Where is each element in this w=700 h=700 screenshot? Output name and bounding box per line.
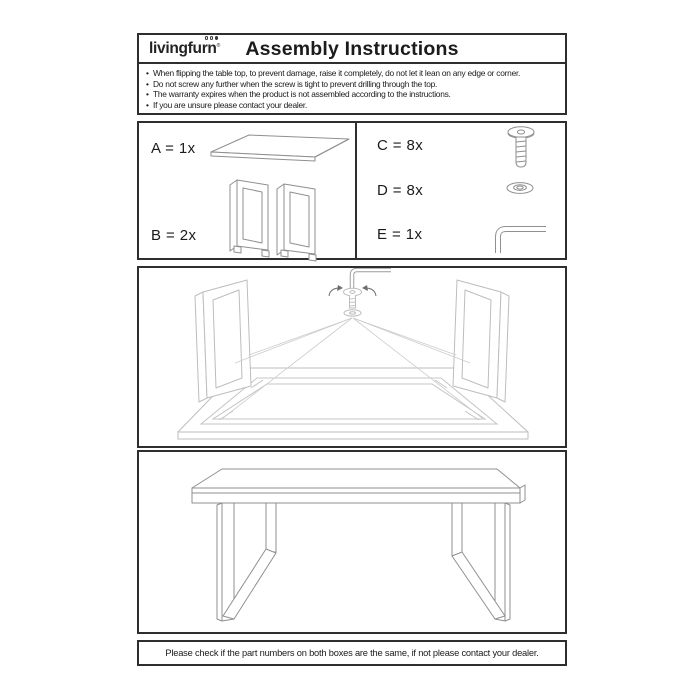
part-b-label: B = 2x xyxy=(151,227,197,244)
tabletop-icon xyxy=(203,131,353,167)
part-e-label: E = 1x xyxy=(377,226,423,243)
footer-note-text: Please check if the part numbers on both boxes are the same, if not please contact your dealer. xyxy=(165,648,539,658)
page-title: Assembly Instructions xyxy=(245,38,459,60)
part-d-label: D = 8x xyxy=(377,182,424,199)
washer-icon xyxy=(504,179,536,197)
assembled-table-drawing xyxy=(139,452,565,632)
warning-text: If you are unsure please contact your dealer. xyxy=(153,99,308,110)
livingfurn-logo xyxy=(149,40,220,58)
part-c-label: C = 8x xyxy=(377,137,424,154)
warning-text: When flipping the table top, to prevent damage, raise it completely, do not let it lean on any edge or corner. xyxy=(153,68,521,78)
warnings-list xyxy=(139,64,565,110)
parts-left-cell xyxy=(139,123,357,258)
warning-item xyxy=(146,68,559,79)
warning-item xyxy=(146,89,559,100)
bullet-icon: • xyxy=(146,68,149,78)
footer-note-box xyxy=(137,640,567,666)
header-warnings-box xyxy=(137,33,567,115)
leg-frame-icon xyxy=(227,177,273,261)
part-a-label: A = 1x xyxy=(151,140,196,157)
logo-registered-mark: ® xyxy=(216,42,220,49)
parts-right-cell xyxy=(357,123,565,258)
screw-icon xyxy=(503,124,539,178)
bullet-icon: • xyxy=(146,78,149,89)
warning-text: Do not screw any further when the screw is tight to prevent drilling through the top. xyxy=(153,78,438,89)
assembled-table-box xyxy=(137,450,567,634)
logo-text: livingfurn xyxy=(149,40,217,57)
logo-dots-icon xyxy=(205,36,219,40)
allen-key-icon xyxy=(492,224,550,256)
warning-item xyxy=(146,100,559,111)
warning-item xyxy=(146,79,559,90)
bullet-icon: • xyxy=(146,99,149,110)
header-row xyxy=(139,35,565,64)
warning-text: The warranty expires when the product is not assembled according to the instructions. xyxy=(153,89,451,100)
flipped-table-assembly-diagram xyxy=(139,268,565,446)
assembly-step-box xyxy=(137,266,567,448)
parts-list-box xyxy=(137,121,567,260)
leg-frame-icon xyxy=(274,181,320,265)
bullet-icon: • xyxy=(146,89,149,100)
